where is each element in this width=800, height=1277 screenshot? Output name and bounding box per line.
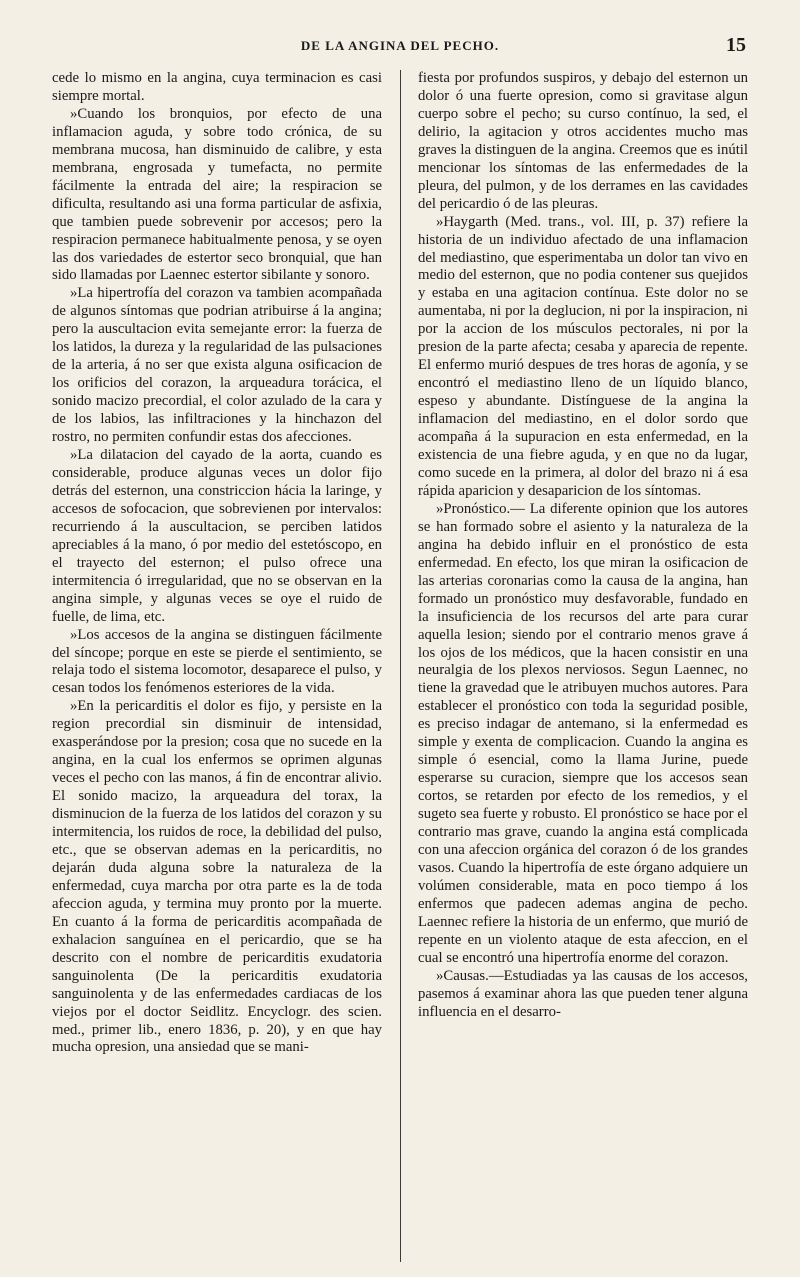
left-column [52, 70, 382, 1057]
running-head [0, 34, 800, 64]
column-divider [400, 70, 401, 1262]
paragraph: »En la pericarditis el dolor es fijo, y persiste en la region precordial sin disminuir de intensidad, exasperándose por la presion; cosa que no sucede en la angina, en la cual los enfermos se oprimen algunas veces el pecho con las manos, á fin de encontrar alivio. El sonido macizo, la arqueadura del torax, la disminucion de la fuerza de los latidos del corazon y su intermitencia, los ruidos de roce, la debilidad del pulso, etc., que se observan ademas en la pericarditis, no dejarán duda alguna sobre la naturaleza de la enfermedad, cuya marcha por otra parte es la de toda afeccion aguda, y termina muy pronto por la muerte. En cuanto á la forma de pericarditis acompañada de exhalacion sanguínea en el pericardio, que se ha descrito con el nombre de pericarditis exudatoria sanguinolenta (De la pericarditis exudatoria sanguinolenta y de las enfermedades cardiacas de los viejos por el doctor Seidlitz. Encyclogr. des scien. med., primer lib., enero 1836, p. 20), y en que hay mucha opresion, una ansiedad que se mani- [52, 698, 382, 1056]
running-title: DE LA ANGINA DEL PECHO. [300, 38, 500, 53]
paragraph: »La dilatacion del cayado de la aorta, cuando es considerable, produce algunas veces un dolor fijo detrás del esternon, una constriccion hácia la laringe, y accesos de sofocacion, que sobrevienen por intervalos: recurriendo á la auscultacion, se perciben latidos apreciables á la mano, ó por medio del estetóscopo, en el trayecto del esternon; el pulso ofrece una intermitencia ó irregularidad, que no se observan en la angina simple, y algunas veces se oye el ruido de fuelle, de lima, etc. [52, 447, 382, 625]
paragraph: »La hipertrofía del corazon va tambien acompañada de algunos síntomas que podrian atribuirse á la angina; pero la auscultacion evita semejante error: la fuerza de los latidos, la dureza y la regularidad de las pulsaciones de la arteria, á no ser que exista alguna osificacion de los orificios del corazon, la arqueadura torácica, el sonido macizo precordial, el color azulado de la cara y de los labios, las infiltraciones y la hinchazon del rostro, no permiten confundir estas dos afecciones. [52, 285, 382, 446]
page-number: 15 [726, 34, 746, 56]
paragraph: »Haygarth (Med. trans., vol. III, p. 37) refiere la historia de un individuo afectado de una inflamacion del mediastino, que esperimentaba un dolor tan vivo en medio del esternon, que no podia contener sus quejidos y estaba en una agitacion contínua. Este dolor no se aumentaba, ni por la deglucion, ni por la inspiracion, ni por la accion de los músculos pectorales, ni por la presion de la parte afecta; cesaba y aparecia de repente. El enfermo murió despues de tres horas de agonía, y se encontró el mediastino lleno de un líquido blanco, espeso y abundante. Distínguese de la angina la inflamacion del mediastino, en el dolor sordo que acompaña á la supuracion en esta enfermedad, en la existencia de una fiebre aguda, y en que no da lugar, como sucede en la primera, al dolor del brazo ni á esa rápida aparicion y desaparicion de los síntomas. [418, 213, 748, 499]
paragraph: »Pronóstico.— La diferente opinion que los autores se han formado sobre el asiento y la naturaleza de la angina ha debido influir en el pronóstico de esta enfermedad. En efecto, los que miran la osificacion de las arterias coronarias como la causa de la angina, han formado un pronóstico muy desfavorable, fundado en la insuficiencia de los recursos del arte para curar aquella lesion; siendo por el contrario menos grave á los ojos de los médicos, que la hacen consistir en una neuralgia de los plexos nerviosos. Segun Laennec, no tiene la gravedad que le atribuyen muchos autores. Para establecer el pronóstico con toda la seguridad posible, es preciso indagar de antemano, si la enfermedad es simple y exenta de complicacion. Cuando la angina es simple ó esencial, como la llama Jurine, puede esperarse su curacion, siempre que los accesos sean cortos, se retarden por efecto de los remedios, y el sugeto sea fuerte y robusto. El pronóstico se hace por el contrario mas grave, cuando la angina está complicada con una afeccion orgánica del corazon ó de los grandes vasos. Cuando la hipertrofía de este órgano adquiere un volúmen considerable, mata en poco tiempo á los enfermos que padecen ademas angina de pecho. Laennec refiere la historia de un enfermo, que murió de repente en un violento ataque de esta afeccion, en el cual se encontró una hipertrofía enorme del corazon. [418, 500, 748, 966]
paragraph: »Causas.—Estudiadas ya las causas de los accesos, pasemos á examinar ahora las que pueden tener alguna influencia en el desarro- [418, 967, 748, 1020]
paragraph: fiesta por profundos suspiros, y debajo del esternon un dolor ó una fuerte opresion, como si gravitase algun cuerpo sobre el pecho; su curso contínuo, la sed, el delirio, la agitacion y otros accidentes mucho mas graves la distinguen de la angina. Creemos que es inútil mencionar los síntomas de las enfermedades de la pleura, del pulmon, y de los derrames en las cavidades del pericardio ó de las pleuras. [418, 70, 748, 212]
paragraph: cede lo mismo en la angina, cuya terminacion es casi siempre mortal. [52, 70, 382, 104]
paragraph: »Los accesos de la angina se distinguen fácilmente del síncope; porque en este se pierde el sentimiento, se relaja todo el sistema locomotor, desaparece el pulso, y cesan todos los fenómenos esteriores de la vida. [52, 626, 382, 697]
paragraph: »Cuando los bronquios, por efecto de una inflamacion aguda, y sobre todo crónica, de su membrana mucosa, han disminuido de calibre, y esta membrana, engrosada y tumefacta, no permite fácilmente la entrada del aire; la respiracion se dificulta, resultando asi una forma particular de asfixia, que tambien puede sobrevenir por accesos; pero la respiracion permanece habitualmente penosa, y se oyen las dos variedades de estertor seco bronquial, que han sido llamadas por Laennec estertor sibilante y sonoro. [52, 105, 382, 284]
right-column [418, 70, 748, 1022]
